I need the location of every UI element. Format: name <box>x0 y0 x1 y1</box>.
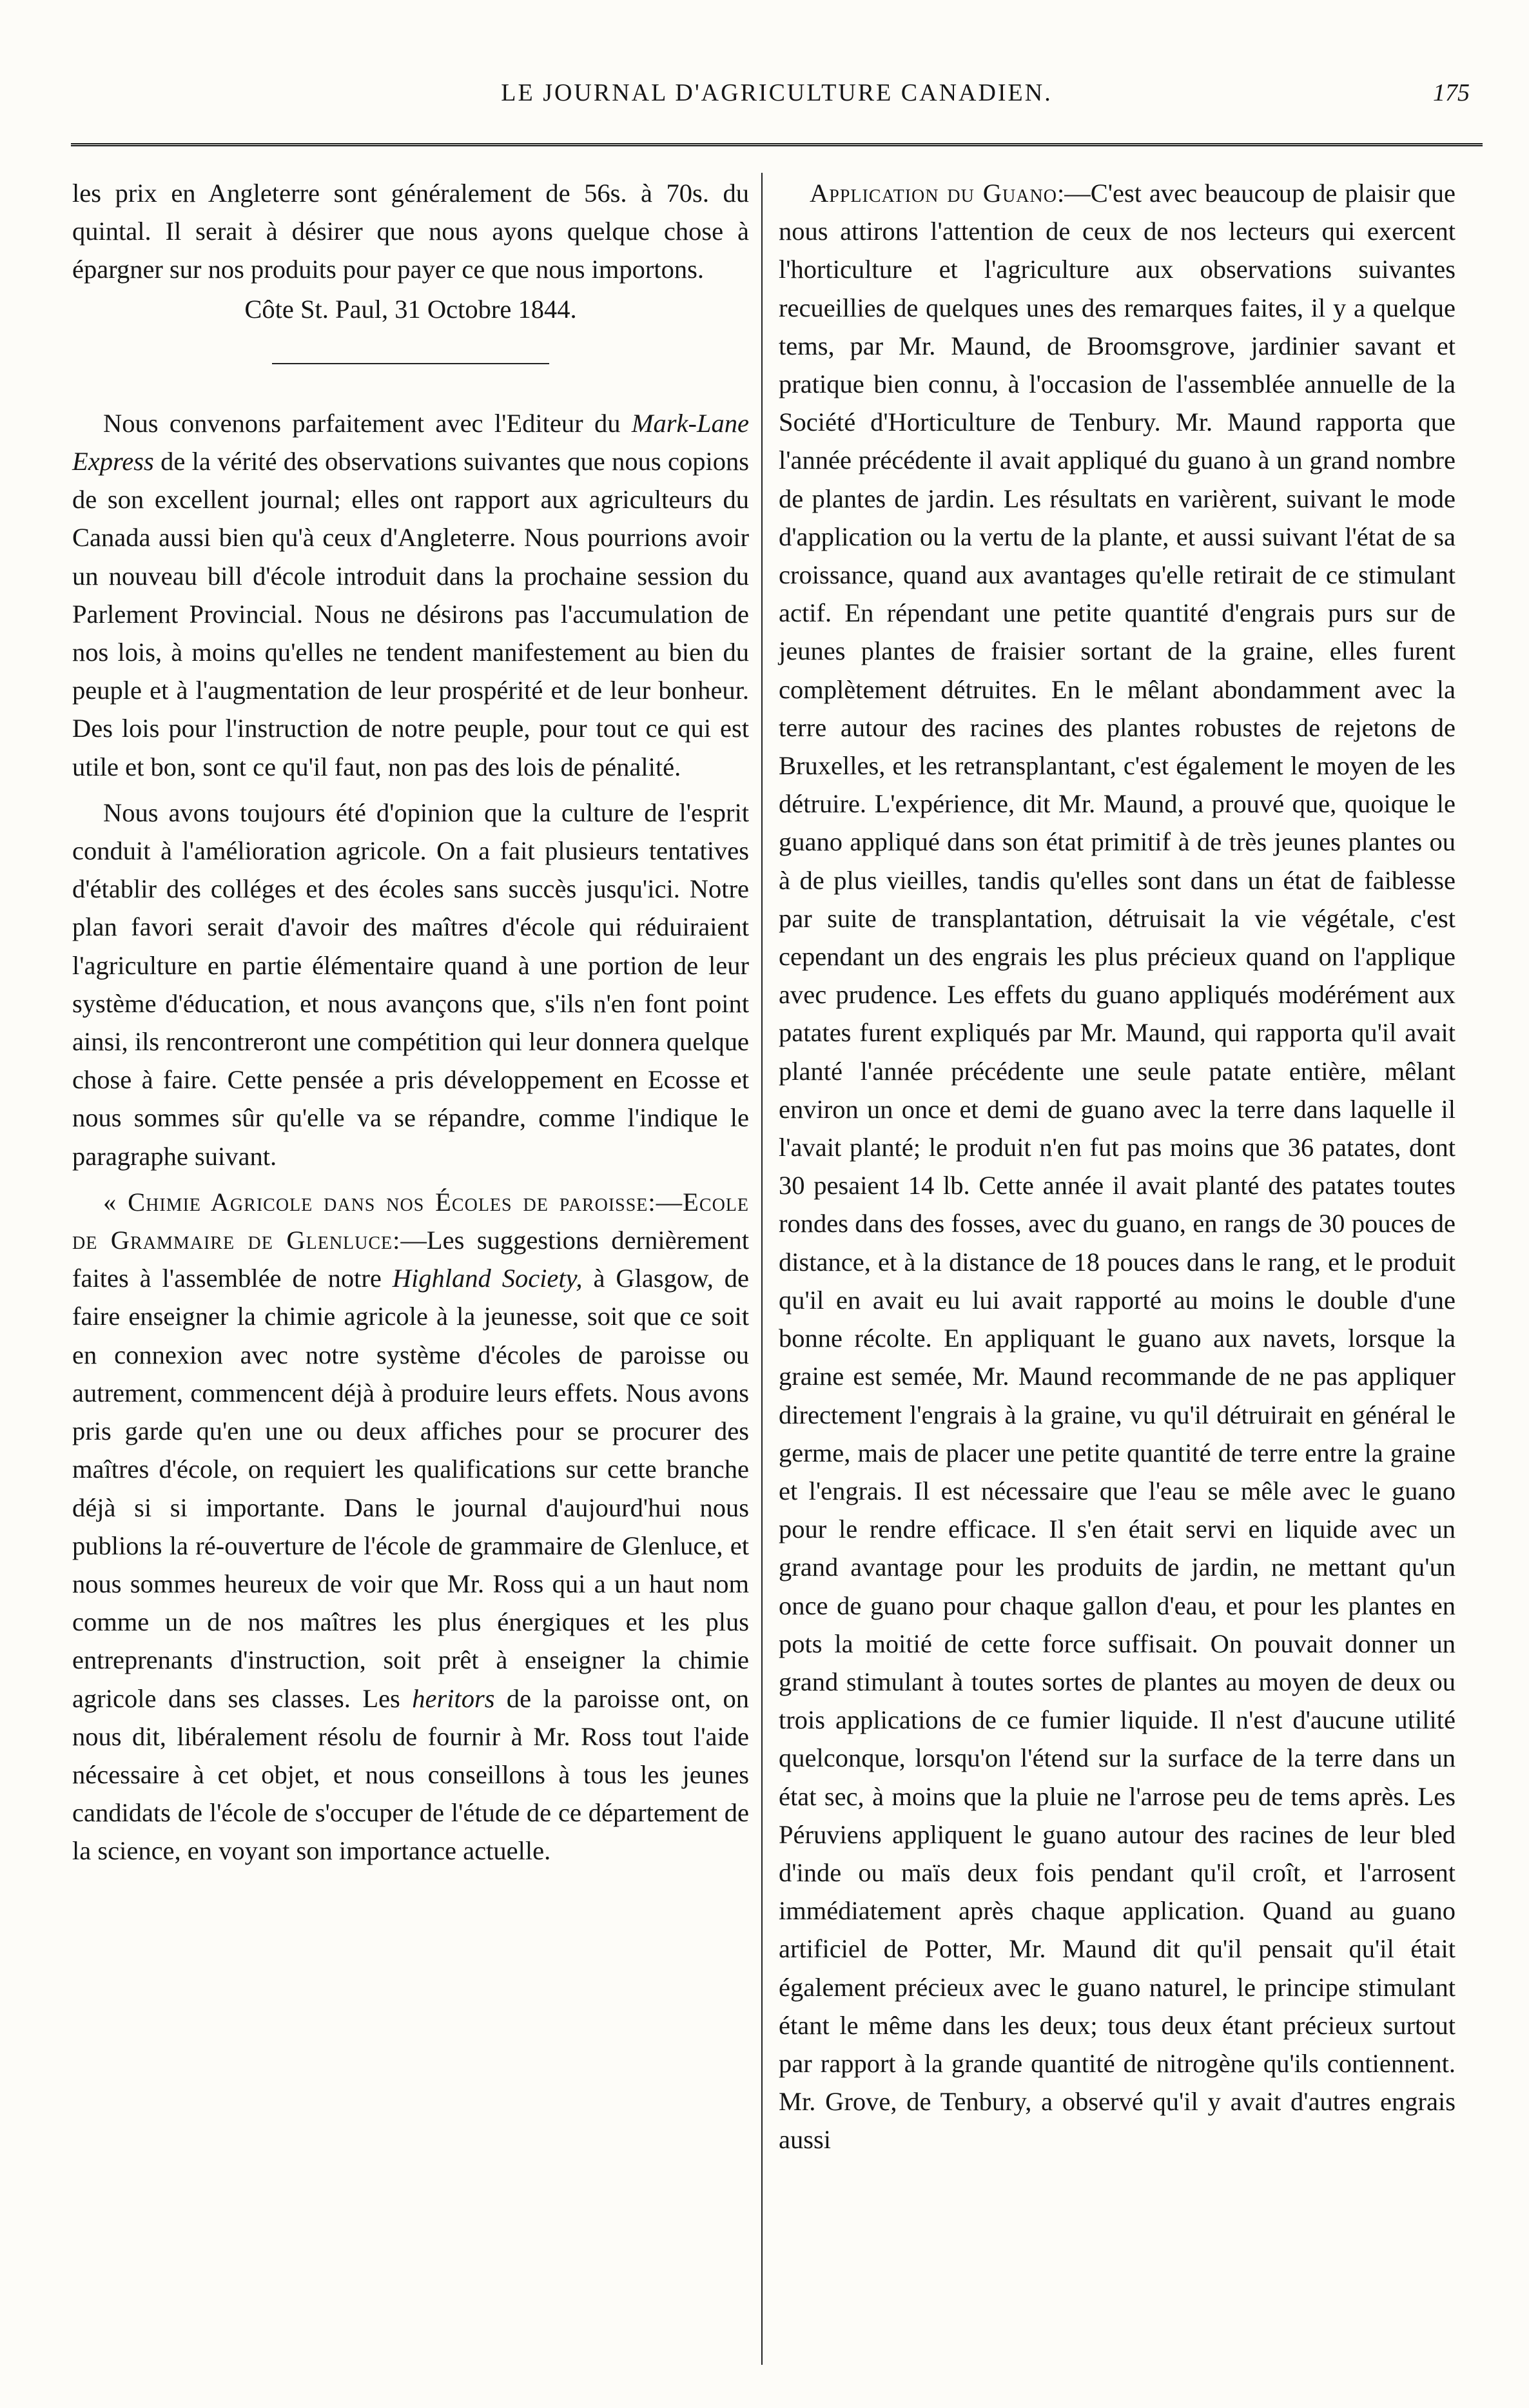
heritors-term: heritors <box>412 1683 495 1713</box>
page-header <box>71 72 1483 130</box>
quoted-text-a: —Les suggestions dernièrement faites à l'assemblée de notre <box>72 1226 749 1293</box>
paragraph-continuation: les prix en Angleterre sont généralement de 56s. à 70s. du quintal. Il serait à désirer que nous ayons quelque chose à épargner sur nos produits pour payer ce que nous importons. <box>72 179 749 284</box>
quoted-text-c: de la paroisse ont, on nous dit, libéralement résolu de fournir à Mr. Ross tout l'aide nécessaire à cet objet, et nous conseillons à tous les jeunes candidats de l'école de s'occuper de l'étude de ce département de la science, en voyant son importance actuelle. <box>72 1683 750 1866</box>
left-column <box>72 174 749 2366</box>
running-title: LE JOURNAL D'AGRICULTURE CANADIEN. <box>501 79 1053 106</box>
quoted-article-heading: « Chimie Agricole dans nos Écoles de paroisse:—Ecole de Grammaire de Glenluce: <box>72 1187 749 1255</box>
paragraph-editorial <box>72 404 749 786</box>
section-separator <box>272 363 549 364</box>
journal-name: Mark-Lane Express <box>72 408 750 476</box>
column-divider <box>761 173 763 2365</box>
paragraph-guano <box>779 174 1456 2159</box>
editorial-text-rest: de la vérité des observations suivantes que nous copions de son excellent journal; elles ont rapport aux agriculteurs du Canada aussi bien qu'à ceux d'Angleterre. Nous pourrions avoir un nouveau bill d'école introduit dans la prochaine session du Parlement Provincial. Nous ne désirons pas l'accumulation de nos lois, à moins qu'elles ne tendent manifestement au bien du peuple et à l'augmentation de leur prospérité et de leur bonheur. Des lois pour l'instruction de notre peuple, pour tout ce qui est utile et bon, sont ce qu'il faut, non pas des lois de pénalité. <box>72 447 749 781</box>
paragraph-quoted-article <box>72 1183 749 1870</box>
header-rule <box>71 143 1483 146</box>
guano-text: :—C'est avec beaucoup de plaisir que nous attirons l'attention de ceux de nos lecteurs qui exercent l'horticulture et l'agriculture aux observations suivantes recueillies de quelques unes des remarques faites, il y a quelque tems, par Mr. Maund, de Broomsgrove, jardinier savant et pratique bien connu, à l'occasion de l'assemblée annuelle de la Société d'Horticulture de Tenbury. Mr. Maund rapporta que l'année précédente il avait appliqué du guano à un grand nombre de plantes de jardin. Les résultats en varièrent, suivant le mode d'application ou la vertu de la plante, et aussi suivant l'état de sa croissance, quand aux avantages qu'elle retirait de ce stimulant actif. En répendant une petite quantité d'engrais purs sur de jeunes plantes de fraisier sortant de la graine, elles furent complètement détruites. En le mêlant abondamment avec la terre autour des racines des plantes robustes de rejetons de Bruxelles, et les retransplantant, c'est également le moyen de les détruire. L'expérience, dit Mr. Maund, a prouvé que, quoique le guano appliqué dans son état primitif à de très jeunes plantes ou à de plus vieilles, tandis qu'elles sont dans un état de faiblesse par suite de transplantation, détruisait la vie végétale, c'est cependant un des engrais les plus précieux quand on l'applique avec prudence. Les effets du guano appliqués modérément aux patates furent expliqués par Mr. Maund, qui rapporta qu'il avait planté l'année précédente une seule patate entière, mêlant environ un once et demi de guano avec la terre dans laquelle il l'avait planté; le produit n'en fut pas moins que 36 patates, dont 30 pesaient 14 lb. Cette année il avait planté des patates toutes rondes dans des fosses, avec du guano, en rangs de 30 pouces de distance, et à la distance de 18 pouces dans le rang, et le produit qu'il en avait eu lui avait rapporté au moins le double d'une bonne récolte. En appliquant le guano aux navets, lorsque la graine est semée, Mr. Maund recommande de ne pas appliquer directement l'engrais à la graine, vu qu'il détruirait en général le germe, mais de placer une petite quantité de terre entre la graine et l'engrais. Il est nécessaire que l'eau se mêle avec le guano pour le rendre efficace. Il s'en était servi en liquide avec un grand avantage pour les produits de jardin, ne mettant qu'un once de guano pour chaque gallon d'eau, et pour les plantes en pots la moitié de cette force suffisait. On pouvait donner un grand stimulant à toutes sortes de plantes au moyen de deux ou trois applications de ce fumier liquide. Il n'est d'aucune utilité quelconque, lorsqu'on l'étend sur la surface de la terre dans un état sec, à moins que la pluie ne l'arrose peu de tems après. Les Péruviens appliquent le guano autour des racines de leur bled d'inde ou maïs deux fois pendant qu'il croît, et l'arrosent immédiatement après chaque application. Quand au guano artificiel de Potter, Mr. Maund dit qu'il pensait qu'il était également précieux avec le guano naturel, le principe stimulant étant le même dans les deux; tous deux étant précieux surtout par rapport à la grande quantité de nitrogène qu'ils contiennent. Mr. Grove, de Tenbury, a observé qu'il y avait d'autres engrais aussi <box>779 179 1456 2155</box>
editorial-text-start: Nous convenons parfaitement avec l'Editeur du <box>103 408 621 438</box>
society-name: Highland Society, <box>392 1264 583 1293</box>
signature-line: Côte St. Paul, 31 Octobre 1844. <box>244 294 577 324</box>
quoted-text-b: à Glasgow, de faire enseigner la chimie agricole à la jeunesse, soit que ce soit en connexion avec notre système d'écoles de paroisse ou autrement, commencent déjà à produire leurs effets. Nous avons pris garde qu'en une ou deux affiches pour se procurer des maîtres d'école, on requiert les qualifications sur cette branche déjà si si importante. Dans le journal d'aujourd'hui nous publions la ré-ouverture de l'école de grammaire de Glenluce, et nous sommes heureux de voir que Mr. Ross qui a un haut nom comme un de nos maîtres les plus énergiques et les plus entreprenants d'instruction, soit prêt à enseigner la chimie agricole dans ses classes. Les <box>72 1264 750 1713</box>
page-number: 175 <box>1433 79 1470 106</box>
paragraph-opinion: Nous avons toujours été d'opinion que la culture de l'esprit conduit à l'amélioration agricole. On a fait plusieurs tentatives d'établir des colléges et des écoles sans succès jusqu'ici. Notre plan favori serait d'avoir des maîtres d'école qui réduiraient l'agriculture en partie élémentaire quand à une portion de leur système d'éducation, et nous avançons que, s'ils n'en font point ainsi, ils rencontreront une compétition qui leur donnera quelque chose à faire. Cette pensée a pris développement en Ecosse et nous sommes sûr qu'elle va se répandre, comme l'indique le paragraphe suivant. <box>72 798 749 1171</box>
right-column <box>779 174 1456 2366</box>
guano-heading: Application du Guano <box>810 179 1057 208</box>
